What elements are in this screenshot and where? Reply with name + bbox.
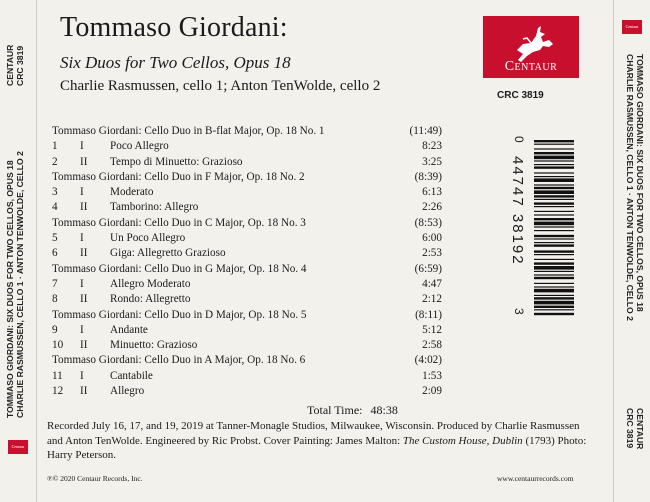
track-title: Cantabile <box>110 369 153 382</box>
track-number: 5 <box>52 232 58 245</box>
track-title: Un Poco Allegro <box>110 232 186 245</box>
left-spine-logo-text: Centaur <box>11 444 25 449</box>
track-number: 3 <box>52 186 58 199</box>
back-cover <box>37 0 612 502</box>
barcode-bar <box>534 172 574 173</box>
left-spine <box>0 0 37 502</box>
composer-title: Tommaso Giordani: <box>60 12 288 43</box>
track-number: 9 <box>52 323 58 336</box>
catalog-number: CRC 3819 <box>497 90 544 101</box>
performers: Charlie Rasmussen, cello 1; Anton TenWolde, cello 2 <box>60 78 381 94</box>
work-heading <box>52 124 442 139</box>
barcode-bar <box>534 164 574 165</box>
barcode-bar <box>534 309 574 310</box>
work-duration: (11:49) <box>409 125 442 137</box>
track-time: 2:09 <box>422 385 442 398</box>
work-duration: (8:11) <box>415 308 442 321</box>
right-spine-logo <box>622 20 642 34</box>
track-time: 2:12 <box>422 293 442 306</box>
track-title: Giga: Allegretto Grazioso <box>110 247 226 260</box>
barcode-bar <box>534 266 574 270</box>
track-number: 10 <box>52 339 64 352</box>
website-url[interactable]: www.centaurrecords.com <box>497 474 574 483</box>
barcode-bar <box>534 262 574 264</box>
track-title: Minuetto: Grazioso <box>110 339 198 352</box>
movement-number: II <box>80 201 88 214</box>
track-time: 2:26 <box>422 201 442 214</box>
barcode-bar <box>534 190 574 194</box>
track-title: Tamborino: Allegro <box>110 201 199 214</box>
barcode-bar <box>534 301 574 305</box>
barcode-digit-last: 3 <box>512 308 526 315</box>
barcode-bar <box>534 297 574 299</box>
movement-number: I <box>80 186 84 199</box>
right-spine-line1: TOMMASO GIORDANI: SIX DUOS FOR TWO CELLOS, OPUS 18 <box>635 54 645 312</box>
right-spine-catalog-block <box>625 408 645 449</box>
movement-number: I <box>80 277 84 290</box>
track-time: 6:13 <box>422 186 442 199</box>
track-time: 5:12 <box>422 323 442 336</box>
track-number: 6 <box>52 247 58 260</box>
credits-text-1: Recorded July 16, 17, and 19, 2019 at Tanner-Monagle Studios, Milwaukee, Wisconsin. Produced by Charlie Rasmussen and Anton TenWolde. Engineered by Ric Probst. Cover Painting: James Malton: <box>47 420 580 447</box>
track-number: 1 <box>52 140 58 153</box>
barcode-bar <box>534 277 574 279</box>
movement-number: I <box>80 323 84 336</box>
work-title: Tommaso Giordani: Cello Duo in C Major, Op. 18 No. 3 <box>52 216 306 229</box>
barcode <box>509 136 574 318</box>
track-row <box>52 338 442 353</box>
track-row <box>52 369 442 384</box>
barcode-bar <box>534 144 574 145</box>
credits-painting-title: The Custom House, Dublin <box>402 434 523 447</box>
barcode-bar <box>534 238 574 239</box>
barcode-bar <box>534 250 574 252</box>
album-subtitle: Six Duos for Two Cellos, Opus 18 <box>60 53 291 72</box>
barcode-bar <box>534 244 574 246</box>
track-title: Poco Allegro <box>110 140 169 153</box>
movement-number: II <box>80 385 88 398</box>
barcode-bar <box>534 218 574 220</box>
track-time: 3:25 <box>422 155 442 168</box>
total-time-label: Total Time: <box>307 403 363 417</box>
track-row <box>52 323 442 338</box>
left-spine-text <box>5 151 25 418</box>
barcode-bar <box>534 211 574 212</box>
movement-number: I <box>80 369 84 382</box>
credits-text-2: (1793) Photo: Harry Peterson. <box>47 434 587 461</box>
track-time: 2:58 <box>422 339 442 352</box>
barcode-bar <box>534 259 574 260</box>
work-heading <box>52 308 442 323</box>
work-duration: (8:39) <box>414 170 442 183</box>
left-spine-catalog: CRC 3819 <box>15 45 25 86</box>
right-spine <box>613 0 650 502</box>
right-spine-text <box>625 54 645 321</box>
left-spine-line2: CHARLIE RASMUSSEN, CELLO 1 · ANTON TENWOLDE, CELLO 2 <box>15 151 25 418</box>
barcode-bar <box>534 195 574 197</box>
work-title: Tommaso Giordani: Cello Duo in G Major, Op. 18 No. 4 <box>52 262 307 275</box>
barcode-bar <box>534 140 574 142</box>
movement-number: II <box>80 339 88 352</box>
barcode-bar <box>534 230 574 231</box>
track-time: 2:53 <box>422 247 442 260</box>
barcode-bar <box>534 152 574 154</box>
barcode-bar <box>534 274 574 275</box>
track-row <box>52 277 442 292</box>
barcode-bar <box>534 242 574 243</box>
recording-credits <box>47 419 587 463</box>
track-number: 11 <box>52 369 63 382</box>
right-spine-catalog: CRC 3819 <box>625 408 635 449</box>
track-time: 8:23 <box>422 140 442 153</box>
track-number: 4 <box>52 201 58 214</box>
track-row <box>52 155 442 170</box>
barcode-bar <box>534 187 574 189</box>
barcode-bar <box>534 286 574 287</box>
barcode-bar <box>534 306 574 308</box>
left-spine-logo <box>8 440 28 454</box>
centaur-logo <box>483 16 579 78</box>
track-title: Moderato <box>110 186 154 199</box>
movement-number: II <box>80 293 88 306</box>
track-title: Rondo: Allegretto <box>110 293 191 306</box>
work-title: Tommaso Giordani: Cello Duo in F Major, Op. 18 No. 2 <box>52 170 305 183</box>
left-spine-catalog-block <box>5 45 25 86</box>
barcode-bar <box>534 206 574 207</box>
barcode-bar <box>534 214 574 215</box>
track-time: 6:00 <box>422 232 442 245</box>
barcode-bar <box>534 156 574 160</box>
track-title: Andante <box>110 323 148 336</box>
barcode-bar <box>534 313 574 315</box>
right-spine-logo-text: Centaur <box>625 24 639 29</box>
track-row <box>52 292 442 307</box>
barcode-bar <box>534 254 574 255</box>
track-title: Allegro <box>110 385 145 398</box>
work-duration: (8:53) <box>414 216 442 229</box>
work-duration: (6:59) <box>414 262 442 275</box>
work-heading <box>52 353 442 368</box>
barcode-bar <box>534 184 574 185</box>
barcode-bar <box>534 202 574 204</box>
barcode-bar <box>534 289 574 293</box>
track-row <box>52 246 442 261</box>
barcode-bar <box>534 199 574 200</box>
movement-number: I <box>80 140 84 153</box>
track-number: 7 <box>52 277 58 290</box>
right-spine-label: CENTAUR <box>635 408 645 450</box>
track-row <box>52 200 442 215</box>
copyright: ℗© 2020 Centaur Records, Inc. <box>47 474 143 483</box>
barcode-bar <box>534 222 574 226</box>
barcode-bar <box>534 226 574 227</box>
barcode-bar <box>534 160 574 161</box>
right-spine-line2: CHARLIE RASMUSSEN, CELLO 1 · ANTON TENWOLDE, CELLO 2 <box>625 54 635 321</box>
track-title: Tempo di Minuetto: Grazioso <box>110 155 243 168</box>
barcode-bar <box>534 235 574 237</box>
logo-wordmark: Centaur <box>504 59 558 74</box>
movement-number: II <box>80 155 88 168</box>
barcode-bar <box>534 178 574 182</box>
work-heading <box>52 262 442 277</box>
total-time <box>307 403 398 418</box>
track-row <box>52 185 442 200</box>
track-number: 2 <box>52 155 58 168</box>
barcode-bar <box>534 295 574 296</box>
left-spine-line1: TOMMASO GIORDANI: SIX DUOS FOR TWO CELLOS, OPUS 18 <box>5 160 15 418</box>
barcode-bar <box>534 166 574 168</box>
track-row <box>52 139 442 154</box>
movement-number: I <box>80 232 84 245</box>
barcode-bar <box>534 283 574 284</box>
work-heading <box>52 216 442 231</box>
track-time: 4:47 <box>422 277 442 290</box>
track-title: Allegro Moderato <box>110 277 191 290</box>
barcode-digit-first: 0 <box>512 136 526 143</box>
track-row <box>52 231 442 246</box>
total-time-value: 48:38 <box>370 403 398 417</box>
track-time: 1:53 <box>422 369 442 382</box>
work-title: Tommaso Giordani: Cello Duo in B-flat Major, Op. 18 No. 1 <box>52 125 325 137</box>
barcode-bar <box>534 148 574 149</box>
barcode-bar <box>534 271 574 272</box>
track-row <box>52 384 442 399</box>
barcode-bar <box>534 176 574 177</box>
work-title: Tommaso Giordani: Cello Duo in D Major, Op. 18 No. 5 <box>52 308 307 321</box>
barcode-digits-main: 44747 38192 <box>509 156 526 266</box>
work-heading <box>52 170 442 185</box>
track-list <box>52 124 442 399</box>
work-duration: (4:02) <box>414 354 442 367</box>
left-spine-label: CENTAUR <box>5 44 15 86</box>
movement-number: II <box>80 247 88 260</box>
track-number: 8 <box>52 293 58 306</box>
work-title: Tommaso Giordani: Cello Duo in A Major, Op. 18 No. 6 <box>52 354 306 367</box>
track-number: 12 <box>52 385 64 398</box>
